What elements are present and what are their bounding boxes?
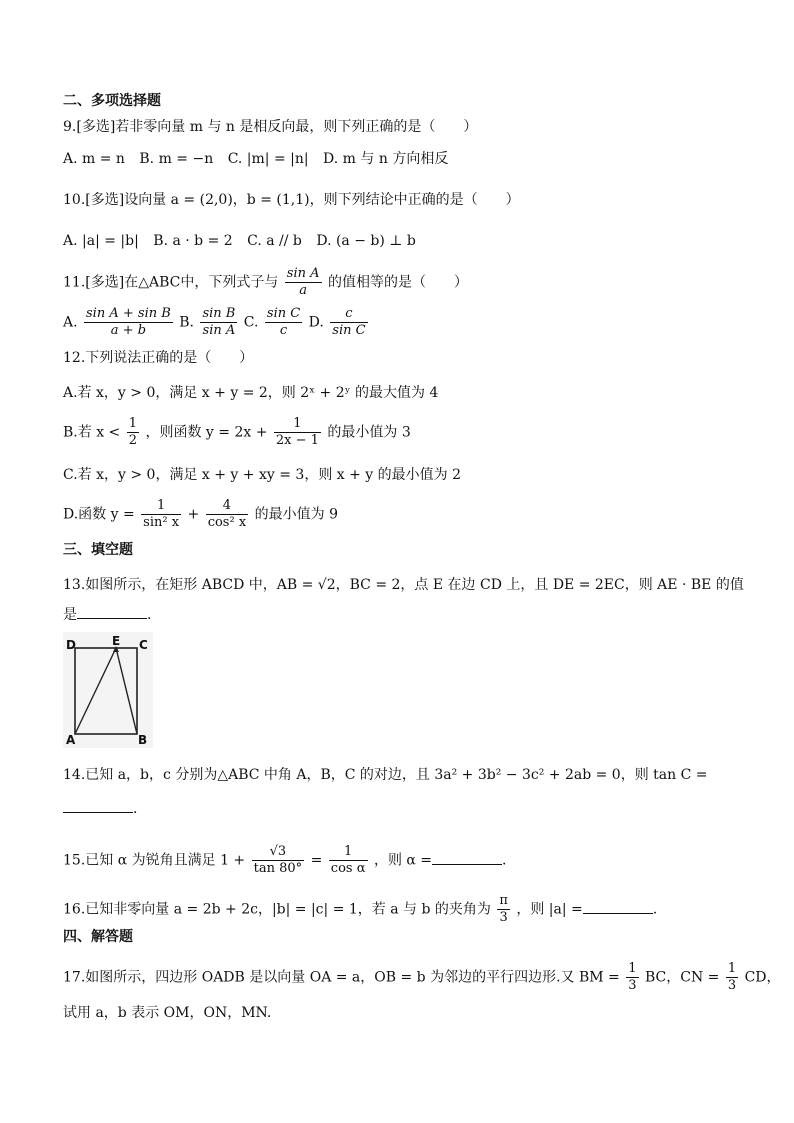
q12-d-fraction-1	[141, 498, 181, 531]
q16-answer-blank[interactable]	[583, 901, 653, 914]
q11-stem-post: 的值相等的是（ ）	[327, 274, 468, 291]
q16-num: π	[499, 893, 508, 908]
q12-b-num: 1	[128, 416, 137, 431]
q11-option-b-den: sin A	[202, 323, 236, 338]
q11-option-a-label: A.	[63, 314, 78, 331]
q15-pre: 15.已知 α 为锐角且满足 1 +	[63, 852, 246, 869]
q17-den2: 3	[727, 978, 737, 993]
question-12-option-c: C.若 x，y > 0，满足 x + y + xy = 3，则 x + y 的最小值为 2	[63, 467, 462, 483]
q17-num2: 1	[727, 961, 737, 976]
q10-option-b: B. a · b = 2	[153, 233, 233, 249]
q12-d-fraction-2	[206, 498, 248, 531]
q9-option-a: A. m = n	[63, 151, 125, 167]
q9-option-c: C. |m| = |n|	[227, 151, 309, 167]
q17-pre: 17.如图所示，四边形 OADB 是以向量 OA = a，OB = b 为邻边的平行四边形.又 BM =	[63, 969, 620, 986]
q10-option-d: D. (a − b) ⊥ b	[316, 233, 416, 249]
q12-b-post: 的最小值为 3	[327, 424, 411, 441]
q11-option-c-num: sin C	[266, 306, 301, 321]
q13-figure-rectangle	[63, 632, 153, 748]
label-a: A	[66, 733, 76, 747]
q11-stem-frac-num: sin A	[286, 266, 320, 281]
question-13-stem-2: 是 .	[63, 607, 152, 623]
question-11-options	[63, 306, 370, 339]
q17-den: 3	[628, 978, 637, 993]
q11-option-d-num: c	[330, 306, 367, 323]
label-d: D	[66, 638, 76, 652]
q12-d-den: sin² x	[143, 515, 180, 530]
q15-eq: =	[310, 852, 323, 869]
q12-d-plus: +	[187, 506, 200, 523]
question-12-option-a: A.若 x，y > 0，满足 x + y = 2，则 2ˣ + 2ʸ 的最大值为 4	[63, 385, 439, 401]
section-heading-answer: 四、解答题	[63, 929, 133, 945]
question-11-stem	[63, 266, 468, 299]
q13-answer-blank[interactable]	[77, 606, 147, 619]
question-17-line-2: 试用 a，b 表示 OM，ON，MN.	[63, 1005, 272, 1021]
q11-option-d-label: D.	[308, 314, 324, 331]
q12-b-fraction-2	[274, 416, 321, 449]
q17-fraction-2	[726, 961, 738, 994]
q15-answer-blank[interactable]	[432, 852, 502, 865]
q9-option-b: B. m = −n	[139, 151, 214, 167]
q14-answer-blank[interactable]	[63, 800, 133, 813]
q17-fraction-1	[626, 961, 638, 994]
question-13-stem: 13.如图所示，在矩形 ABCD 中，AB = √2，BC = 2，点 E 在边 CD 上，且 DE = 2EC，则 AE · BE 的值	[63, 577, 744, 593]
q11-option-c-den: c	[279, 323, 288, 338]
q11-option-d-fraction	[330, 306, 367, 339]
q11-stem-fraction	[285, 266, 322, 299]
question-9-stem: 9.[多选]若非零向量 m 与 n 是相反向最，则下列正确的是（ ）	[63, 119, 478, 135]
q12-d-num2: 4	[206, 498, 248, 515]
q15-num: √3	[252, 844, 305, 861]
q12-d-num: 1	[141, 498, 181, 515]
q11-option-c-label: C.	[243, 314, 259, 331]
section-heading-multi: 二、多项选择题	[63, 93, 161, 109]
q11-option-a-den: a + b	[110, 323, 147, 338]
q15-post: ，则 α =	[373, 852, 433, 869]
question-10-stem: 10.[多选]设向量 a = (2,0)，b = (1,1)，则下列结论中正确的是（ ）	[63, 192, 520, 208]
q15-fraction-1	[252, 844, 305, 877]
q11-option-b-num: sin B	[202, 306, 236, 321]
q17-post: CD，	[744, 969, 781, 986]
q12-b-den2: 2x − 1	[275, 433, 319, 448]
q13-stem2-text: 是	[63, 607, 77, 623]
q12-b-fraction-1	[127, 416, 139, 449]
q15-den2: cos α	[330, 861, 366, 876]
q16-fraction	[497, 893, 510, 926]
question-9-options	[63, 150, 458, 168]
q11-option-a-fraction	[84, 306, 173, 339]
q11-stem-frac-den: a	[299, 283, 308, 298]
label-c: C	[139, 638, 148, 652]
q9-option-d: D. m 与 n 方向相反	[323, 151, 449, 167]
q17-mid: BC，CN =	[644, 969, 720, 986]
q12-d-post: 的最小值为 9	[254, 506, 338, 523]
q12-b-num2: 1	[274, 416, 321, 433]
question-12-option-d	[63, 498, 338, 531]
q12-b-den: 2	[128, 433, 137, 448]
q11-option-b-label: B.	[179, 314, 194, 331]
q11-option-a-num: sin A + sin B	[86, 306, 171, 321]
question-15: 15.已知 α 为锐角且满足 1 + $\frac{√3}{\tan 80^\circ}$ = $\frac{1}{\text{cos α}}$ ，则 α = .	[63, 844, 507, 876]
q16-pre: 16.已知非零向量 a = 2b + 2c，|b| = |c| = 1，若 a 与 b 的夹角为	[63, 901, 491, 918]
q10-option-c: C. a // b	[247, 233, 302, 249]
q11-option-b-fraction	[200, 306, 237, 339]
question-17-line-1	[63, 961, 781, 994]
question-16: 16.已知非零向量 a = 2b + 2c，|b| = |c| = 1，若 a 与 b 的夹角为 $\frac{\pi}{3}$ ，则 |a| = .	[63, 893, 658, 925]
question-10-options	[63, 232, 426, 250]
q15-fraction-2	[329, 844, 368, 877]
q12-b-pre: B.若 x <	[63, 424, 121, 441]
question-14-stem: 14.已知 a，b，c 分别为△ABC 中角 A，B，C 的对边，且 3a² + 3b² − 3c² + 2ab = 0，则 tan C =	[63, 767, 708, 783]
q12-d-pre: D.函数 y =	[63, 506, 135, 523]
q15-den: tan 80°	[253, 861, 303, 876]
q11-stem-pre: 11.[多选]在△ABC中，下列式子与	[63, 274, 279, 291]
q11-option-c-fraction	[265, 306, 302, 339]
label-b: B	[138, 733, 148, 747]
question-14-answer-line: .	[63, 800, 137, 818]
q12-b-mid: ，则函数 y = 2x +	[145, 424, 268, 441]
q15-num2: 1	[329, 844, 368, 861]
question-12-stem: 12.下列说法正确的是（ ）	[63, 350, 254, 366]
label-e: E	[112, 634, 121, 648]
q17-num: 1	[628, 961, 637, 976]
q11-option-d-den: sin C	[332, 323, 366, 338]
question-12-option-b	[63, 416, 411, 449]
q16-post: ，则 |a| =	[516, 901, 583, 918]
q10-option-a: A. |a| = |b|	[63, 233, 139, 249]
q16-den: 3	[499, 910, 508, 925]
q12-d-den2: cos² x	[207, 515, 247, 530]
section-heading-fill: 三、填空题	[63, 542, 133, 558]
